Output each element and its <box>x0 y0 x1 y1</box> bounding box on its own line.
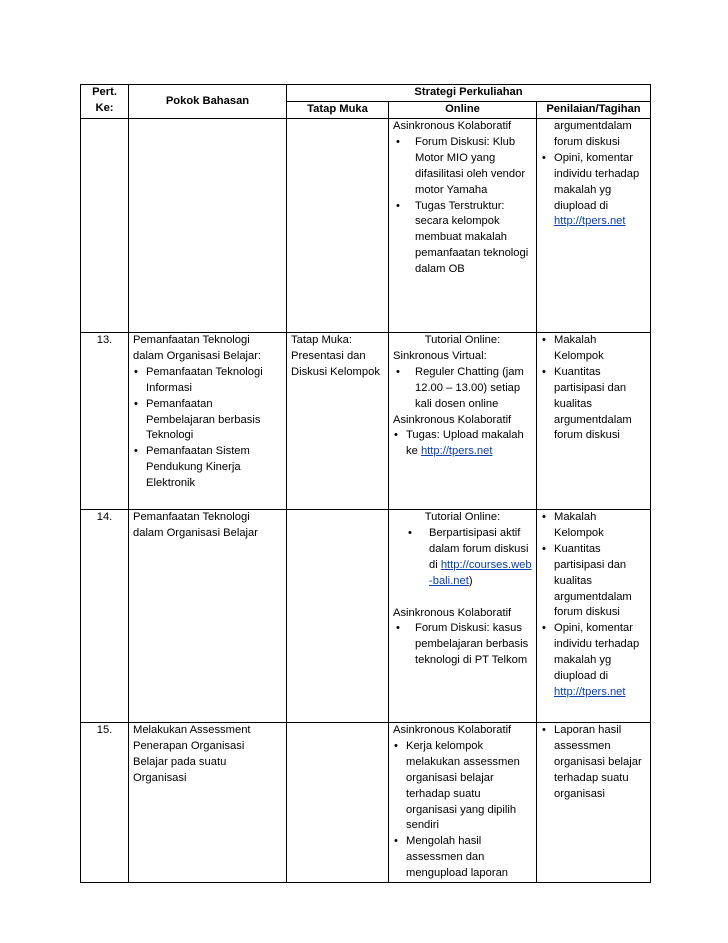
list-item: • Kerja kelompok melakukan assessmen organisasi belajar terhadap suatu organisasi yang dipilih sendiri <box>393 739 532 834</box>
cell-penilaian <box>537 510 651 723</box>
cell-penilaian <box>537 723 651 883</box>
header-online: Online <box>389 102 537 119</box>
cell-num: 14. <box>81 510 129 723</box>
cell-topic <box>129 333 287 510</box>
cell-tatap-muka <box>287 119 389 333</box>
list-item: • Makalah Kelompok <box>541 510 646 542</box>
header-pert-ke: Pert. Ke: <box>81 85 129 119</box>
table-row <box>81 723 651 883</box>
online-sync-title: Sinkronous Virtual: <box>393 349 487 362</box>
online-tutorial-title: Tutorial Online: <box>424 334 501 346</box>
cell-topic: Pemanfaatan Teknologi dalam Organisasi Belajar <box>129 510 287 723</box>
tpers-link[interactable]: http://tpers.net <box>420 445 493 458</box>
list-item: • Kuantitas partisipasi dan kualitas argumentdalam forum diskusi <box>541 542 646 622</box>
list-item: • Opini, komentar individu terhadap makalah yg diupload di http://tpers.net <box>541 151 646 231</box>
cell-tatap-muka <box>287 510 389 723</box>
cell-online <box>389 333 537 510</box>
topic-title: Pemanfaatan Teknologi dalam Organisasi Belajar: <box>133 334 262 362</box>
table-row <box>81 119 651 333</box>
online-async-title: Asinkronous Kolaboratif <box>393 120 512 132</box>
list-item: • Laporan hasil assessmen organisasi belajar terhadap suatu organisasi <box>541 723 646 803</box>
courses-link[interactable]: http://courses.web-bali.net <box>429 558 532 587</box>
tpers-link[interactable]: http://tpers.net <box>554 215 626 228</box>
table-row <box>81 510 651 723</box>
list-item: • Berpartisipasi aktif dalam forum diskusi di http://courses.web-bali.net) <box>407 526 532 590</box>
list-item: • Pemanfaatan Teknologi Informasi <box>133 365 282 397</box>
list-item: • Pemanfaatan Pembelajaran berbasis Teknologi <box>133 397 282 445</box>
cell-online <box>389 723 537 883</box>
list-item: • Tugas Terstruktur: secara kelompok membuat makalah pemanfaatan teknologi dalam OB <box>393 199 532 279</box>
online-async-title: Asinkronous Kolaboratif <box>393 413 512 426</box>
course-plan-table <box>80 84 651 883</box>
online-tutorial-title: Tutorial Online: <box>424 511 501 523</box>
cell-tatap-muka: Tatap Muka: Presentasi dan Diskusi Kelompok <box>287 333 389 510</box>
list-item: • Opini, komentar individu terhadap makalah yg diupload di http://tpers.net <box>541 621 646 701</box>
list-item: • Tugas: Upload makalah ke http://tpers.net <box>393 428 532 460</box>
list-item: • Forum Diskusi: kasus pembelajaran berbasis teknologi di PT Telkom <box>393 621 532 669</box>
cell-topic <box>129 119 287 333</box>
cell-penilaian <box>537 333 651 510</box>
header-tatap-muka: Tatap Muka <box>287 102 389 119</box>
header-pokok-bahasan: Pokok Bahasan <box>129 85 287 119</box>
online-async-title: Asinkronous Kolaboratif <box>393 724 512 736</box>
cell-online <box>389 119 537 333</box>
header-penilaian: Penilaian/Tagihan <box>537 102 651 119</box>
cell-num: 15. <box>81 723 129 883</box>
cell-topic: Melakukan Assessment Penerapan Organisasi Belajar pada suatu Organisasi <box>129 723 287 883</box>
list-item: • Forum Diskusi: Klub Motor MIO yang difasilitasi oleh vendor motor Yamaha <box>393 135 532 199</box>
cell-penilaian <box>537 119 651 333</box>
online-async-title: Asinkronous Kolaboratif <box>393 606 512 619</box>
header-strategi: Strategi Perkuliahan <box>287 85 651 102</box>
list-item: • Reguler Chatting (jam 12.00 – 13.00) setiap kali dosen online <box>393 365 532 413</box>
list-item: • Makalah Kelompok <box>541 333 646 365</box>
list-item: • Kuantitas partisipasi dan kualitas argumentdalam forum diskusi <box>541 365 646 445</box>
cell-num <box>81 119 129 333</box>
penilaian-text: argumentdalam forum diskusi <box>554 120 632 148</box>
cell-num: 13. <box>81 333 129 510</box>
cell-tatap-muka <box>287 723 389 883</box>
list-item: • Pemanfaatan Sistem Pendukung Kinerja Elektronik <box>133 444 282 492</box>
table-row <box>81 333 651 510</box>
tpers-link[interactable]: http://tpers.net <box>554 685 626 698</box>
list-item: • Mengolah hasil assessmen dan mengupload laporan <box>393 834 532 882</box>
cell-online <box>389 510 537 723</box>
